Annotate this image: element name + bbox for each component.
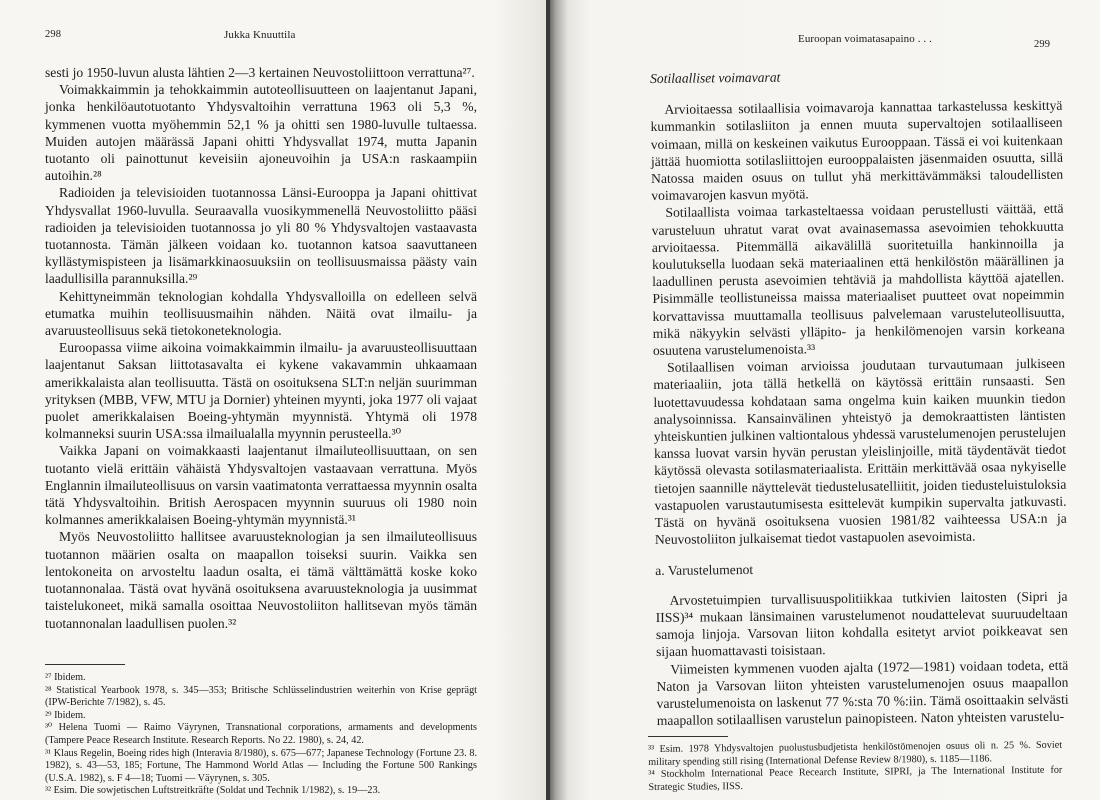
paragraph: Sotilaallista voimaa tarkasteltaessa voidaan perustellusti väittää, että varusteluun uhratut varat ovat avainasemassa asevoimien tehokkuutta arvioitaessa. Pitemmällä aikavälillä suoritetuilla hankinnoilla ja koulutuksella luodaan sekä materiaalinen että henkilöstön määrällinen ja laadullinen perusta asevoimien tehtäviä ja mahdollista käyttöä ajatellen. Pisimmälle teollistuneissa maissa materiaaliset puutteet ovat nopeimmin korvattavissa muuttamalla teollisuus palvelemaan varusteluteollisuutta, mikä näkyykin selvästi ylläpito- ja henkilömenojen varsin korkeana osuutena varustelumenoista.³³	[651, 201, 1065, 359]
paragraph: Radioiden ja televisioiden tuotannossa Länsi-Eurooppa ja Japani ohittivat Yhdysvallat 1960-luvulla. Seuraavalla vuosikymmenellä Neuvostoliitto pääsi radioiden ja televisioiden tuotannossa jo yli 80 % Yhdysvaltojen vastaavasta tuotannosta. Tämän jälkeen voidaan ko. tuotannon katsoa saavuttaneen kyllästymispisteen ja lisämarkkinaosuuksiin on teollisuusmaissa päästy vain laadullisilla parannuksilla.²⁹	[45, 185, 477, 287]
footnote: ³³ Esim. 1978 Yhdysvaltojen puolustusbudjetista henkilöstömenojen osuus oli n. 25 %. Soviet military spending still rising (International Defense Review 8/1980), s. 1185—1186.	[648, 739, 1063, 768]
paragraph: Voimakkaimmin ja tehokkaimmin autoteollisuutteen on laajentanut Japani, jonka henkilöautotuotanto Yhdysvaltoihin verrattuna 1963 oli 5,3 %, kymmenen vuotta myöhemmin 52,1 % ja ohitti sen 1980-luvulle tultaessa. Muiden autojen määrässä Japani ohitti Yhdysvallat 1974, mutta Japanin tuotanto oli painottunut keveisiin ajoneuvoihin ja USA:n raskaampiin autoihin.²⁸	[45, 82, 477, 184]
section-heading: Sotilaalliset voimavarat	[650, 69, 781, 86]
paragraph: Euroopassa viime aikoina voimakkaimmin ilmailu- ja avaruusteollisuuttaan laajentanut Saksan liittotasavalta ei kykene vakavammin uhkaamaan amerikkalaista alan teollisuutta. Tästä on osoituksena SLT:n neljän suurimman yrityksen (MBB, VFW, MTU ja Dornier) yhteinen myynti, joka 1977 oli vajaat puolet amerikkalaisen Boeing-yhtymän myynnistä. Yhtymä oli 1978 kolmanneksi suurin USA:ssa ilmailualalla myynnin perusteella.³⁰	[45, 340, 477, 442]
paragraph: Arvioitaessa sotilaallisia voimavaroja kannattaa tarkastelussa keskittyä kummankin sotilasliiton ja ennen muuta supervaltojen sotilaalliseen voimaan, millä on keskeinen vaikutus Eurooppaan. Tässä ei voi kuitenkaan jättää huomiotta sotilasliittojen eurooppalaisten jäsenmaiden osuutta, sillä Natossa maiden osuus on tullut yhä merkittävämmäksi taloudellisten voimavarojen kasvun myötä.	[650, 97, 1064, 204]
right-body	[650, 66, 1069, 730]
left-body	[45, 64, 477, 632]
paragraph: sesti jo 1950-luvun alusta lähtien 2—3 kertainen Neuvostoliittoon verrattuna²⁷.	[45, 65, 475, 80]
running-head: Euroopan voimatasapaino . . .	[798, 33, 932, 45]
footnote-rule	[648, 736, 728, 737]
footnote-rule	[45, 664, 125, 665]
subsection-heading: a. Varustelumenot	[655, 562, 754, 579]
paragraph: Viimeisten kymmenen vuoden ajalta (1972—1981) voidaan todeta, että Naton ja Varsovan liiton yhteisten varustelumenojen osuus maapallon varustelumenoista on laskenut 77 %:sta 70 %:iin. Tämä osoittaakin selvästi maapallon sotilaallisen varustelun painopisteen. Naton yhteisten varustelu-	[656, 657, 1069, 729]
footnote: ²⁸ Statistical Yearbook 1978, s. 345—353; Britische Schlüsselindustrien weiterhin von Krise geprägt (IPW-Berichte 7/1982), s. 45.	[45, 684, 477, 709]
footnote: ²⁷ Ibidem.	[45, 672, 86, 683]
footnote: ³¹ Klaus Regelin, Boeing rides high (Interavia 8/1980), s. 675—677; Japanese Technology (Fortune 23. 8. 1982), s. 43—53, 185; Fortune, The Hammond World Atlas — Including the Fortune 500 Rankings (U.S.A. 1982), s. F 4—18; Tuomi — Väyrynen, s. 305.	[45, 747, 477, 784]
paragraph: Vaikka Japani on voimakkaasti laajentanut ilmailuteollisuuttaan, on sen tuotanto vielä erittäin vähäistä Yhdysvaltojen vastaavaan verrattuna. Myös Englannin ilmailuteollisuus on varsin vaatimatonta verrattaessa myynnin osalta tätä Yhdysvaltoihin. British Aerospacen myynnin suuruus oli 1980 noin kolmannes amerikkalaisen Boeing-yhtymän myynnistä.³¹	[45, 443, 477, 528]
right-page	[550, 0, 1100, 800]
footnote: ²⁹ Ibidem.	[45, 709, 86, 721]
page-number: 298	[45, 29, 62, 40]
paragraph: Arvostetuimpien turvallisuuspolitiikkaa tutkivien laitosten (Sipri ja IISS)³⁴ mukaan länsimainen varustelumenot noudattelevat suuruudeltaan samoja linjoja. Varsovan liiton kohdalla esitetyt arviot poikkeavat sen sijaan huomattavasti toisistaan.	[655, 588, 1068, 660]
paragraph: Myös Neuvostoliitto hallitsee avaruusteknologian ja sen ilmailuteollisuus tuotannon määrien osalta on maapallon toiseksi suurin. Vaikka sen lentokoneita on arvosteltu laadun osalta, ei tämä välttämättä koske koko tuotannonalaa. Tästä ovat hyvänä osoituksena avaruusteknologia ja uusimmat taistelukoneet, mikä samalla osoittaa Neuvostoliiton hallitsevan myös tämän tuotannonalan laadullisen puolen.³²	[45, 529, 477, 631]
running-head: Jukka Knuuttila	[224, 29, 296, 41]
footnote: ³⁴ Stockholm International Peace Recearch Institute, SIPRI, ja The International Institute for Strategic Studies, IISS.	[648, 764, 1063, 793]
footnote: ³² Esim. Die sowjetischen Luftstreitkräfte (Soldat und Technik 1/1982), s. 19—23.	[45, 785, 381, 797]
footnote: ³⁰ Helena Tuomi — Raimo Väyrynen, Transnational corporations, armaments and developments (Tampere Peace Research Institute. Research Reports. No 22. 1980), s. 24, 42.	[45, 722, 477, 746]
right-footnotes	[648, 740, 1063, 795]
paragraph: Sotilaallisen voiman arvioissa joudutaan turvautumaan julkiseen materiaaliin, jota tällä hetkellä on käytössä erittäin runsaasti. Sen luotettavuudessa kohdataan sama ongelma kuin kaiken muunkin tiedon analysoinnissa. Kansainvälinen yhteistyö ja demokraattisten läntisten yhteiskuntien julkinen valtiontalous yhdessä varustelumenojen perustelujen kanssa luovat varsin hyvän perustan yleislinjoille, mitä täydentävät tiedot käytössä olevasta sotilasmateriaalista. Erittäin merkittävää osaa nykyiselle tietojen saannille näyttelevät tiedustelusatelliitit, joiden tiedusteluistuloksia vastapuolen varustautumisesta esittelevät kumpikin supervalta jatkuvasti. Tästä on hyvänä osoituksena vuosien 1981/82 vaihteessa USA:n ja Neuvostoliiton julkaisemat tiedot vastapuolen asevoimista.	[653, 355, 1067, 548]
left-page	[0, 0, 548, 800]
page-number: 299	[1034, 39, 1051, 50]
paragraph: Kehittyneimmän teknologian kohdalla Yhdysvalloilla on edelleen selvä etumatka muihin teollisuusmaihin nähden. Näitä ovat ilmailu- ja avaruusteollisuus sekä tietokoneteknologia.	[45, 288, 477, 339]
left-footnotes	[45, 672, 477, 798]
